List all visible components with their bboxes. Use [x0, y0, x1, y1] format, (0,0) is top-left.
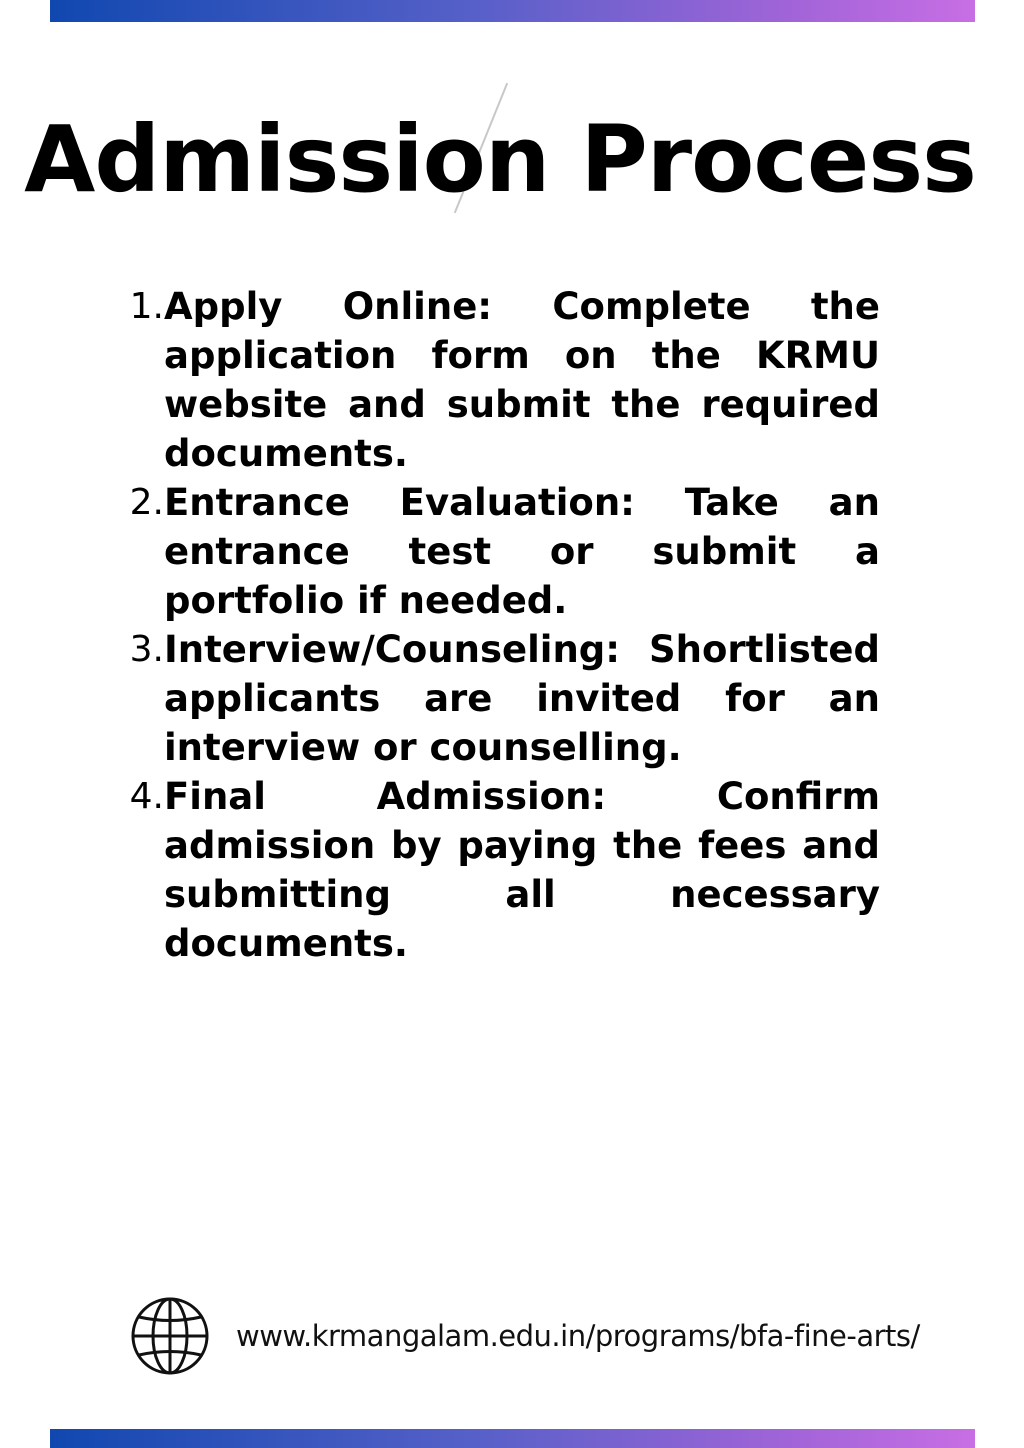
admission-steps-list — [120, 282, 880, 968]
list-item — [120, 772, 880, 968]
footer — [130, 1296, 920, 1376]
step-text: Interview/Counseling: Shortlisted applicants are invited for an interview or counselling. — [164, 628, 880, 769]
globe-icon — [130, 1296, 210, 1376]
step-text: Apply Online: Complete the application form on the KRMU website and submit the required documents. — [164, 285, 880, 475]
website-link[interactable]: www.krmangalam.edu.in/programs/bfa-fine-arts/ — [236, 1319, 920, 1353]
step-number: 2. — [129, 482, 164, 523]
top-gradient-bar — [50, 0, 975, 22]
step-number: 4. — [129, 776, 164, 817]
list-item — [120, 625, 880, 772]
list-item — [120, 282, 880, 478]
bottom-gradient-bar — [50, 1429, 975, 1448]
step-number: 3. — [129, 629, 164, 670]
page-title: Admission Process — [24, 106, 976, 213]
list-item — [120, 478, 880, 625]
step-number: 1. — [129, 286, 164, 327]
step-text: Entrance Evaluation: Take an entrance test or submit a portfolio if needed. — [164, 481, 880, 622]
step-text: Final Admission: Confirm admission by paying the fees and submitting all necessary documents. — [164, 775, 880, 965]
